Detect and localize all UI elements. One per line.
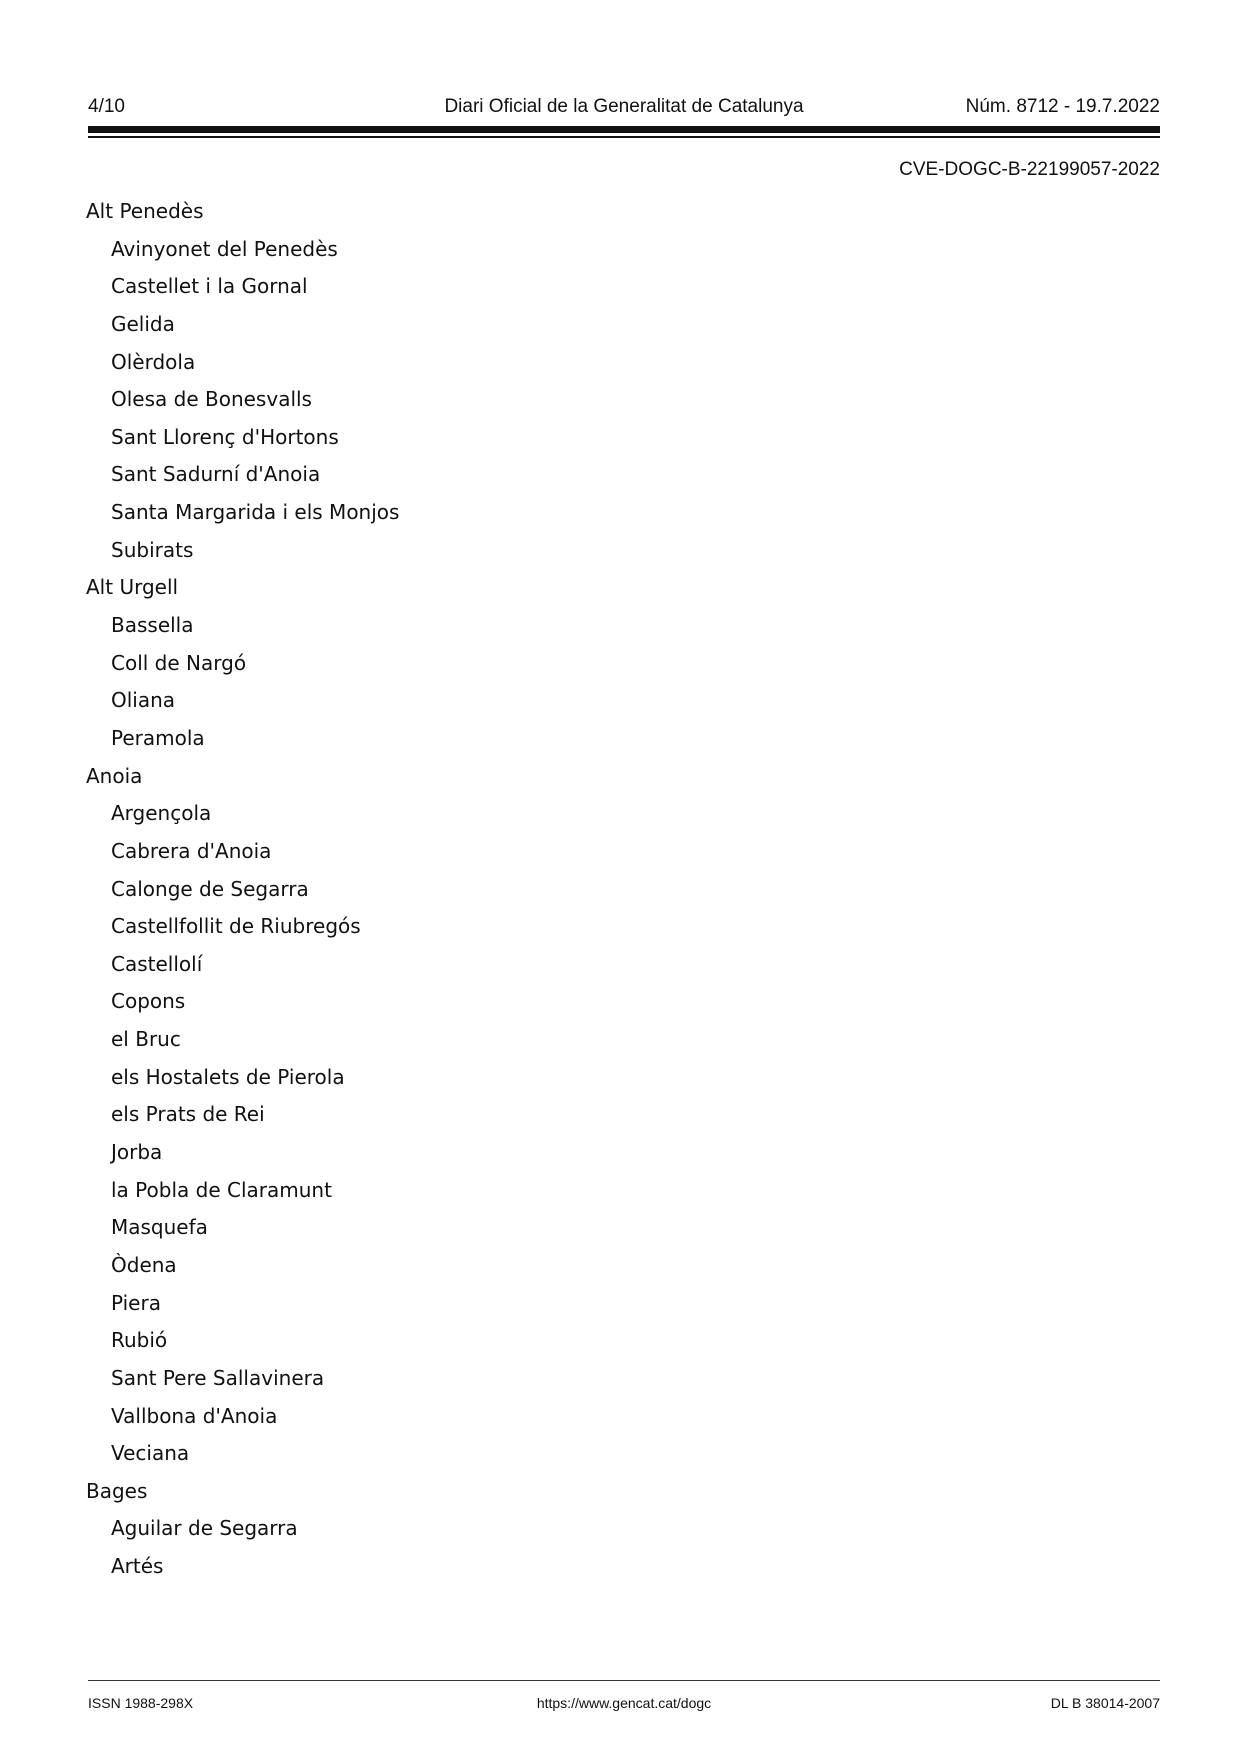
municipality-item: Santa Margarida i els Monjos — [111, 500, 400, 525]
comarca-heading: Anoia — [86, 763, 143, 788]
municipality-item: Piera — [111, 1290, 161, 1315]
municipality-item: Sant Sadurní d'Anoia — [111, 462, 321, 487]
municipality-item: el Bruc — [111, 1027, 181, 1052]
municipality-item: Masquefa — [111, 1215, 208, 1240]
municipality-item: Òdena — [111, 1252, 177, 1277]
municipality-item: Castellfollit de Riubregós — [111, 914, 361, 939]
municipality-item: Copons — [111, 989, 186, 1014]
municipality-list — [86, 195, 399, 1588]
comarca-heading: Alt Urgell — [86, 575, 179, 600]
header-rule-thin — [88, 136, 1160, 138]
legal-deposit: DL B 38014-2007 — [1050, 1695, 1160, 1711]
municipality-item: Vallbona d'Anoia — [111, 1403, 278, 1428]
municipality-item: Calonge de Segarra — [111, 876, 309, 901]
comarca-heading: Alt Penedès — [86, 199, 204, 223]
municipality-item: Sant Pere Sallavinera — [111, 1365, 325, 1390]
municipality-item: Olèrdola — [111, 349, 196, 374]
municipality-item: Oliana — [111, 688, 176, 713]
municipality-item: Veciana — [111, 1441, 190, 1466]
issn: ISSN 1988-298X — [88, 1695, 194, 1711]
header-rule-thick — [88, 126, 1160, 133]
municipality-item: Avinyonet del Penedès — [111, 236, 338, 261]
footer-rule — [88, 1680, 1160, 1681]
footer-url[interactable]: https://www.gencat.cat/dogc — [536, 1695, 712, 1711]
municipality-item: els Hostalets de Pierola — [111, 1064, 345, 1089]
page-number: 4/10 — [88, 96, 125, 117]
publication-title: Diari Oficial de la Generalitat de Catalunya — [444, 96, 804, 117]
municipality-item: Jorba — [111, 1140, 163, 1165]
municipality-item: Gelida — [111, 311, 175, 336]
municipality-item: Castellet i la Gornal — [111, 274, 308, 299]
municipality-item: Peramola — [111, 725, 205, 750]
municipality-item: Olesa de Bonesvalls — [111, 387, 312, 412]
municipality-item: Argençola — [111, 801, 212, 826]
comarca-heading: Bages — [86, 1478, 148, 1503]
municipality-item: Artés — [111, 1554, 164, 1579]
issue-number-date: Núm. 8712 - 19.7.2022 — [965, 96, 1160, 117]
municipality-item: Castellolí — [111, 951, 203, 976]
municipality-item: Aguilar de Segarra — [111, 1516, 298, 1541]
page-footer — [88, 1695, 1160, 1715]
municipality-item: Sant Llorenç d'Hortons — [111, 424, 339, 449]
municipality-item: Coll de Nargó — [111, 650, 247, 675]
municipality-item: Subirats — [111, 537, 194, 562]
municipality-item: Bassella — [111, 613, 194, 638]
municipality-item: Cabrera d'Anoia — [111, 838, 272, 863]
page-header — [88, 96, 1160, 122]
municipality-item: la Pobla de Claramunt — [111, 1177, 332, 1202]
municipality-item: els Prats de Rei — [111, 1102, 265, 1127]
cve-code: CVE-DOGC-B-22199057-2022 — [899, 159, 1160, 180]
municipality-item: Rubió — [111, 1328, 168, 1353]
